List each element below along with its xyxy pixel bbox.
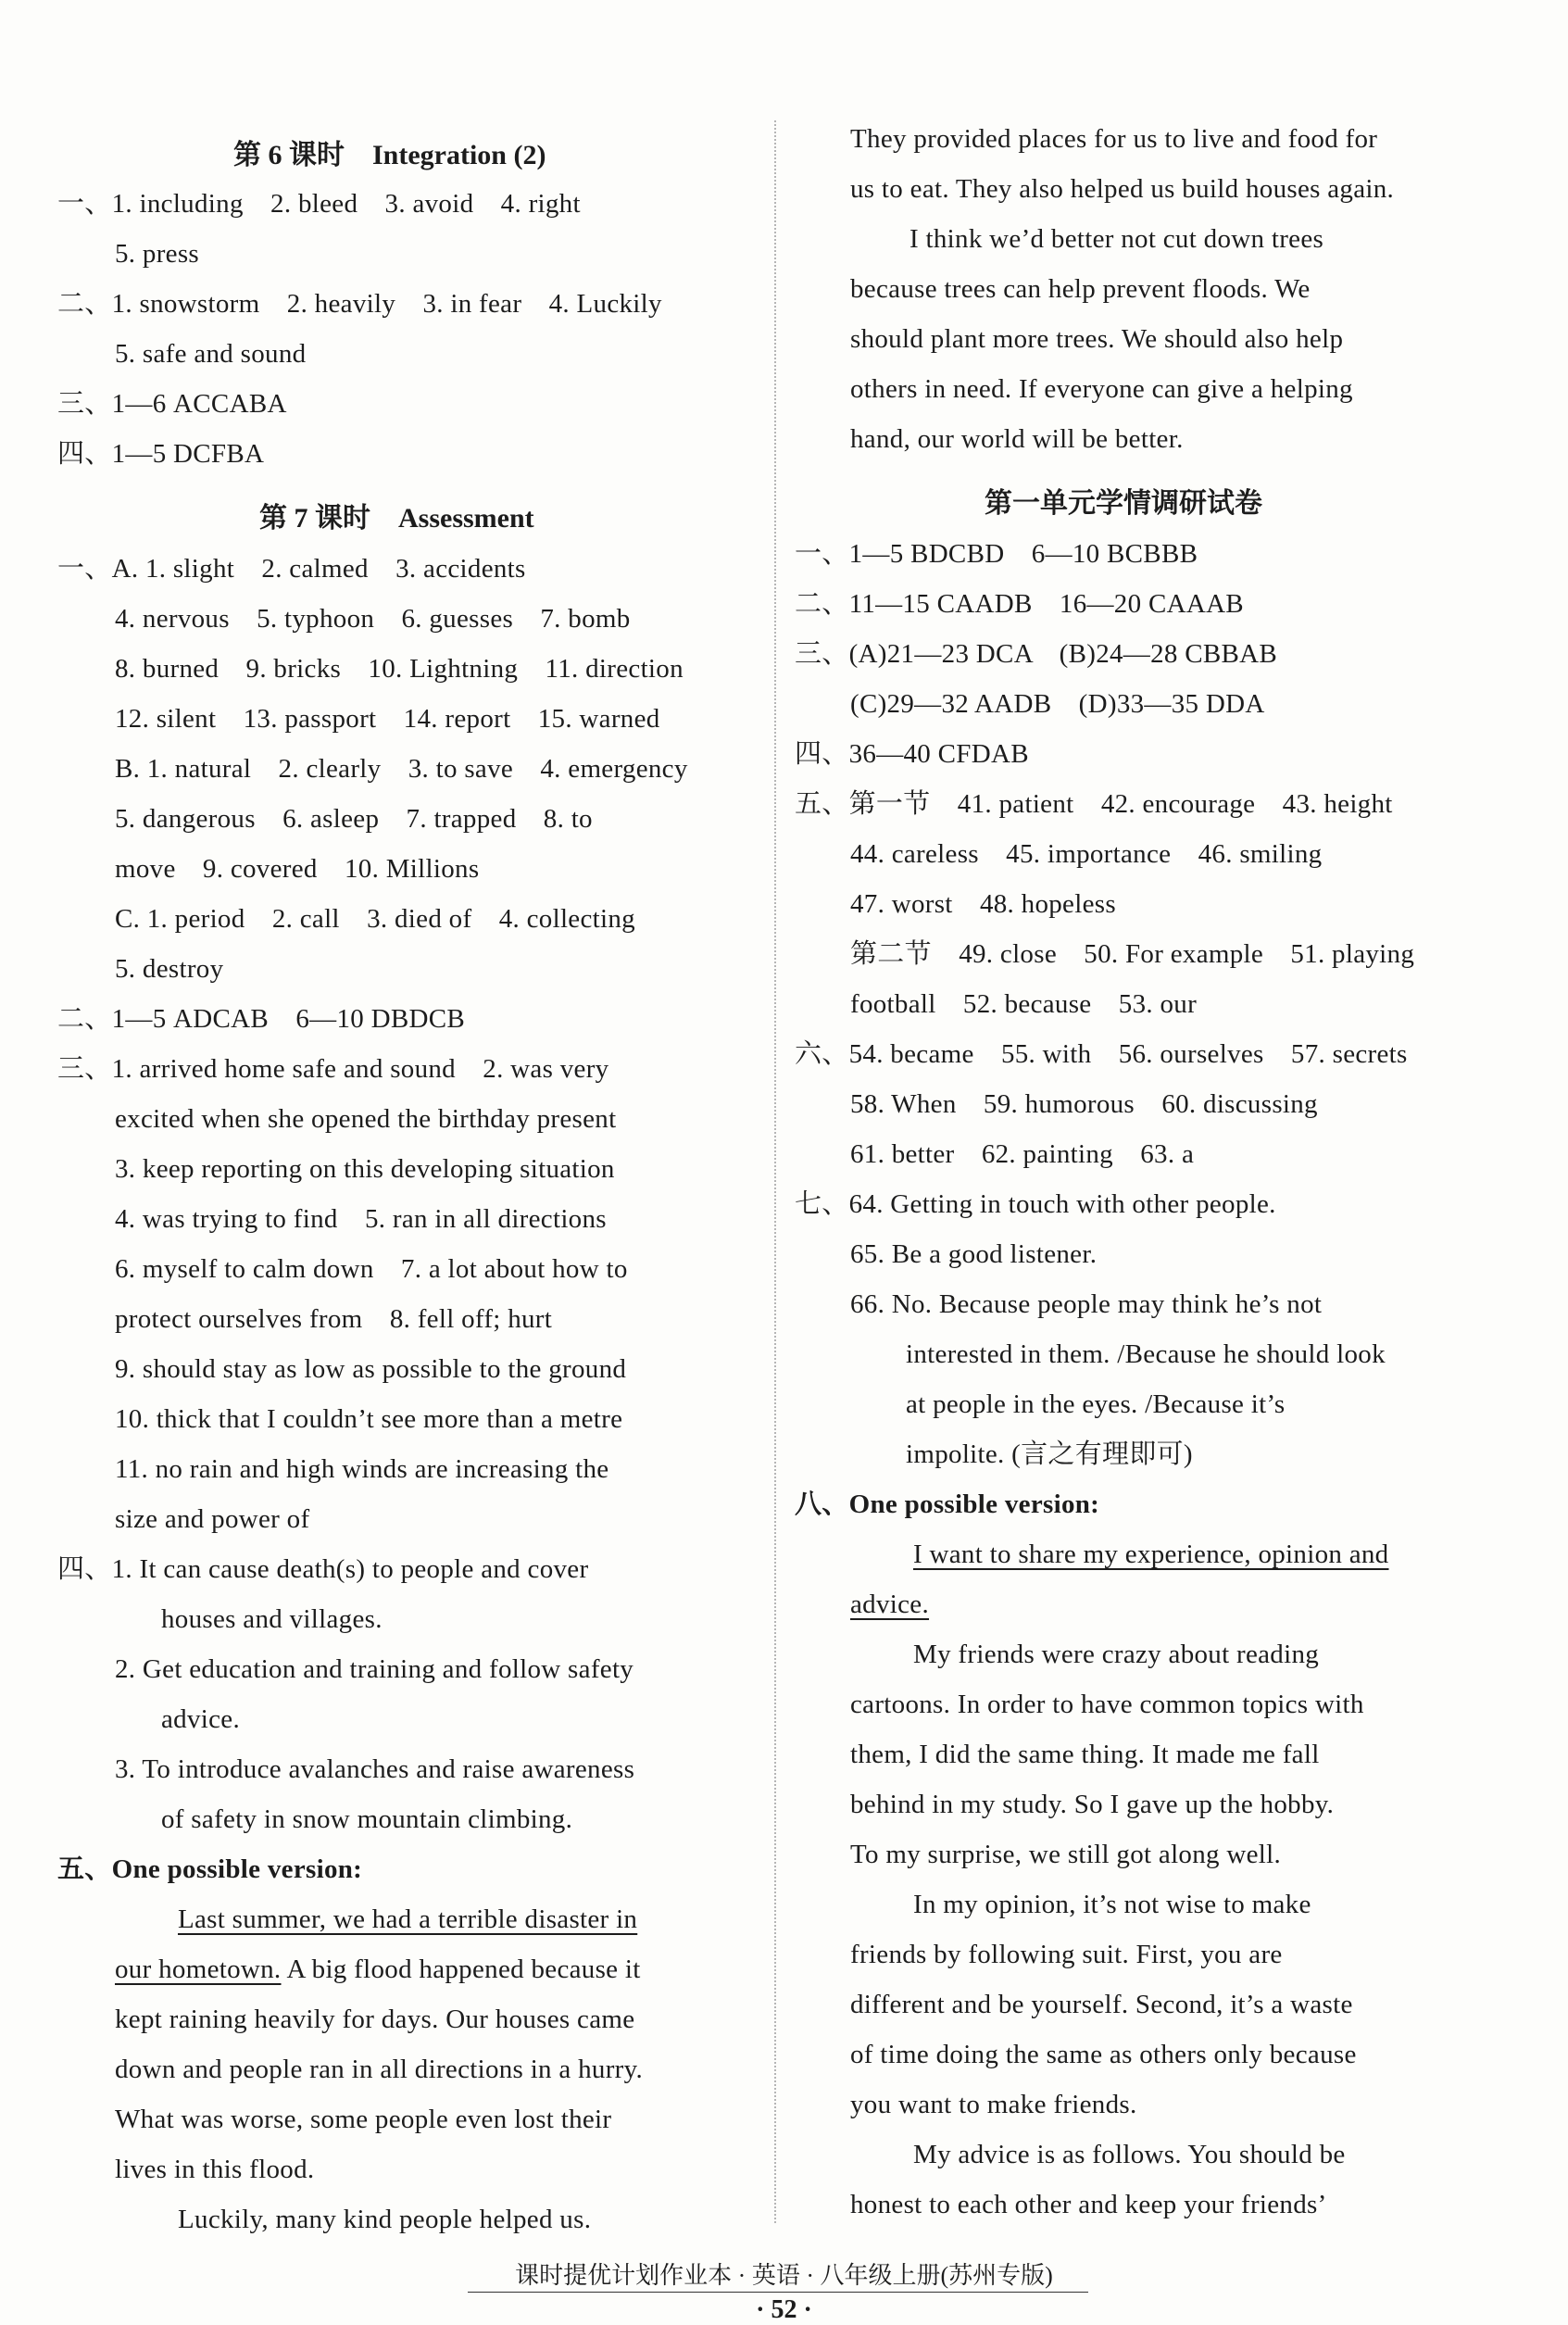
answer-line: 六、54. became 55. with 56. ourselves 57. secrets — [795, 1039, 1408, 1069]
answer-line: 5. dangerous 6. asleep 7. trapped 8. to — [115, 804, 593, 834]
underlined-opening: Last summer, we had a terrible disaster in — [178, 1904, 638, 1934]
essay-line: cartoons. In order to have common topics with — [850, 1690, 1364, 1719]
essay-line: should plant more trees. We should also help — [850, 324, 1344, 354]
answer-line: 9. should stay as low as possible to the ground — [115, 1354, 627, 1384]
answer-line: 七、64. Getting in touch with other people. — [795, 1189, 1276, 1219]
answer-line: football 52. because 53. our — [850, 989, 1198, 1019]
answer-line: 3. keep reporting on this developing situation — [115, 1154, 615, 1184]
essay-line: They provided places for us to live and food for — [850, 124, 1378, 154]
answer-line: 三、1. arrived home safe and sound 2. was very — [57, 1054, 609, 1084]
answer-line: 6. myself to calm down 7. a lot about how to — [115, 1254, 628, 1284]
essay-line: I think we’d better not cut down trees — [909, 224, 1324, 254]
essay-text: A big flood happened because it — [281, 1954, 641, 1984]
answer-line: 12. silent 13. passport 14. report 15. warned — [115, 704, 660, 734]
essay-line — [850, 1588, 929, 1621]
answer-line: protect ourselves from 8. fell off; hurt — [115, 1304, 553, 1334]
essay-line: of time doing the same as others only because — [850, 2040, 1357, 2069]
essay-line: us to eat. They also helped us build houses again. — [850, 174, 1395, 204]
answer-line: C. 1. period 2. call 3. died of 4. collecting — [115, 904, 635, 934]
answer-line: B. 1. natural 2. clearly 3. to save 4. emergency — [115, 754, 688, 784]
answer-line: 4. was trying to find 5. ran in all directions — [115, 1204, 607, 1234]
essay-line: others in need. If everyone can give a helping — [850, 374, 1353, 404]
underlined-opening: our hometown. — [115, 1954, 282, 1984]
answer-line: 一、1—5 BDCBD 6—10 BCBBB — [795, 539, 1198, 569]
answer-line: excited when she opened the birthday present — [115, 1104, 617, 1134]
essay-line: Luckily, many kind people helped us. — [178, 2205, 592, 2234]
section-label: 五、One possible version: — [57, 1854, 363, 1884]
page-number: · 52 · — [756, 2295, 812, 2324]
answer-line: 四、36—40 CFDAB — [795, 739, 1029, 769]
answer-line: (C)29—32 AADB (D)33—35 DDA — [850, 689, 1265, 719]
answer-line: 3. To introduce avalanches and raise awareness — [115, 1754, 635, 1784]
essay-line: behind in my study. So I gave up the hobby. — [850, 1790, 1335, 1819]
answer-line: move 9. covered 10. Millions — [115, 854, 480, 884]
lesson-6-title: 第 6 课时 Integration (2) — [233, 140, 546, 170]
answer-line: houses and villages. — [161, 1604, 383, 1634]
essay-line — [178, 1903, 637, 1936]
answer-line: 三、1—6 ACCABA — [57, 389, 287, 419]
answer-line: 四、1—5 DCFBA — [57, 439, 265, 469]
underlined-opening: I want to share my experience, opinion and — [913, 1540, 1389, 1569]
essay-line — [115, 1953, 641, 1986]
answer-line: 66. No. Because people may think he’s not — [850, 1289, 1323, 1319]
answer-line: 58. When 59. humorous 60. discussing — [850, 1089, 1318, 1119]
essay-line: My friends were crazy about reading — [913, 1640, 1320, 1669]
essay-line: different and be yourself. Second, it’s a waste — [850, 1990, 1353, 2019]
answer-line: 5. press — [115, 239, 199, 269]
answer-line: 5. destroy — [115, 954, 224, 984]
answer-line: 5. safe and sound — [115, 339, 307, 369]
answer-line: 2. Get education and training and follow safety — [115, 1654, 634, 1684]
answer-line: 8. burned 9. bricks 10. Lightning 11. direction — [115, 654, 684, 684]
answer-line: 二、11—15 CAADB 16—20 CAAAB — [795, 589, 1244, 619]
answer-line: 一、A. 1. slight 2. calmed 3. accidents — [57, 554, 526, 584]
essay-line: kept raining heavily for days. Our houses came — [115, 2005, 635, 2034]
essay-line: My advice is as follows. You should be — [913, 2140, 1346, 2169]
answer-line: 五、第一节 41. patient 42. encourage 43. height — [795, 789, 1393, 819]
column-divider — [774, 120, 776, 2223]
answer-line: 47. worst 48. hopeless — [850, 889, 1116, 919]
answer-line: 44. careless 45. importance 46. smiling — [850, 839, 1323, 869]
answer-line: impolite. (言之有理即可) — [906, 1439, 1193, 1469]
answer-line: 二、1. snowstorm 2. heavily 3. in fear 4. Luckily — [57, 289, 662, 319]
answer-line: of safety in snow mountain climbing. — [161, 1804, 573, 1834]
answer-line: 三、(A)21—23 DCA (B)24—28 CBBAB — [795, 639, 1278, 669]
answer-line: 第二节 49. close 50. For example 51. playing — [850, 939, 1415, 969]
answer-line: 四、1. It can cause death(s) to people and cover — [57, 1554, 589, 1584]
essay-line: To my surprise, we still got along well. — [850, 1840, 1282, 1869]
essay-line: lives in this flood. — [115, 2155, 315, 2184]
section-label: 八、One possible version: — [795, 1489, 1100, 1519]
footer-rule — [468, 2292, 1088, 2293]
essay-line: you want to make friends. — [850, 2090, 1137, 2119]
essay-line — [913, 1538, 1389, 1571]
essay-line: friends by following suit. First, you are — [850, 1940, 1283, 1969]
essay-line: honest to each other and keep your friends’ — [850, 2190, 1327, 2219]
answer-line: size and power of — [115, 1504, 310, 1534]
answer-line: 11. no rain and high winds are increasing the — [115, 1454, 609, 1484]
answer-line: 二、1—5 ADCAB 6—10 DBDCB — [57, 1004, 466, 1034]
answer-line: advice. — [161, 1704, 241, 1734]
essay-line: down and people ran in all directions in a hurry. — [115, 2055, 644, 2084]
essay-line: hand, our world will be better. — [850, 424, 1184, 454]
essay-line: because trees can help prevent floods. We — [850, 274, 1311, 304]
unit-test-title: 第一单元学情调研试卷 — [985, 488, 1262, 519]
answer-line: 一、1. including 2. bleed 3. avoid 4. right — [57, 189, 581, 219]
essay-line: What was worse, some people even lost their — [115, 2105, 612, 2134]
answer-line: at people in the eyes. /Because it’s — [906, 1389, 1286, 1419]
lesson-7-title: 第 7 课时 Assessment — [259, 503, 534, 534]
footer-title: 课时提优计划作业本 · 英语 · 八年级上册(苏州专版) — [515, 2262, 1053, 2289]
answer-line: interested in them. /Because he should look — [906, 1339, 1386, 1369]
answer-line: 65. Be a good listener. — [850, 1239, 1098, 1269]
answer-line: 4. nervous 5. typhoon 6. guesses 7. bomb — [115, 604, 631, 634]
underlined-opening: advice. — [850, 1590, 930, 1619]
answer-line: 61. better 62. painting 63. a — [850, 1139, 1195, 1169]
answer-line: 10. thick that I couldn’t see more than a metre — [115, 1404, 623, 1434]
essay-line: them, I did the same thing. It made me fall — [850, 1740, 1320, 1769]
essay-line: In my opinion, it’s not wise to make — [913, 1890, 1311, 1919]
